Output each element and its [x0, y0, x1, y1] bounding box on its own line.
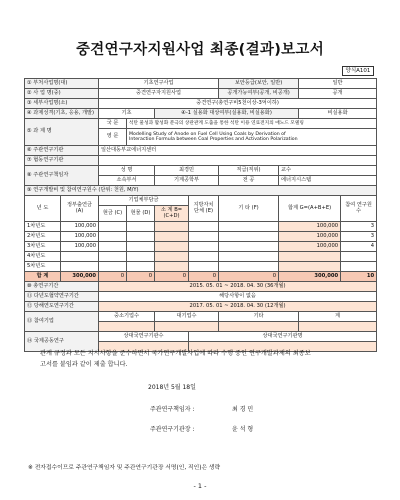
report-title: 중견연구자지원사업 최종(결과)보고서: [75, 42, 325, 58]
year-total: [279, 262, 341, 272]
col-cash: 현금 (C): [99, 206, 127, 222]
year-gov: 100,000: [61, 242, 99, 252]
security-value: 일반: [299, 79, 377, 89]
current-period-value: 2017. 05. 01 ~ 2018. 04. 30 (12개월): [99, 302, 377, 312]
year-staff: 3: [341, 232, 377, 242]
detail-program-label: ③ 세부사업명(소): [25, 99, 99, 109]
period-label: ⑩ 총연구기간: [25, 282, 99, 292]
coop-value: [99, 156, 377, 166]
intl-label: ⑭ 국제공동연구: [25, 332, 99, 352]
year-label: 2차년도: [25, 232, 61, 242]
sum-cash: 0: [99, 272, 127, 282]
report-form-table: [24, 78, 377, 352]
budget-label: ⑨ 연구개발비 및 참여연구원수 (단위: 천원, M/Y): [25, 186, 377, 196]
pi-label: ⑧ 주관연구책임자: [25, 166, 99, 186]
col-subtotal: 소 계 B=(C+D): [155, 206, 189, 222]
coop-label: ⑦ 협동연구기관: [25, 156, 99, 166]
task-ko-label: 국 문: [99, 119, 127, 129]
year-total: 100,000: [279, 242, 341, 252]
program-label: ① 부처사업명(대): [25, 79, 99, 89]
pi-major: 에너지시스템: [279, 176, 377, 186]
current-period-label: ⑫ 당해연도연구기간: [25, 302, 99, 312]
sum-total: 300,000: [279, 272, 341, 282]
col-local: 지방자치단체 (E): [189, 196, 219, 222]
col-year: 년 도: [25, 196, 61, 222]
large-label: 대기업수: [155, 312, 219, 322]
practical-value: 비실용화: [299, 109, 377, 119]
year-total: 100,000: [279, 232, 341, 242]
sum-local: 0: [189, 272, 219, 282]
report-date: 2018년 5월 18일: [148, 384, 196, 391]
pi-name-label: 성 명: [99, 166, 155, 176]
year-total: [279, 252, 341, 262]
task-en-label: 영 문: [99, 129, 127, 146]
year-label: 1차년도: [25, 222, 61, 232]
pi-sign-label: 주관연구책임자 :: [150, 406, 195, 413]
year-gov: 100,000: [61, 232, 99, 242]
year-staff: 4: [341, 242, 377, 252]
org-label: ⑥ 주관연구기관: [25, 146, 99, 156]
sum-subtotal: 0: [155, 272, 189, 282]
disclosure-label: 공개가능여부(공개, 비공개): [219, 89, 299, 99]
pi-position: 교수: [279, 166, 377, 176]
pi-sign-name: 최 경 민: [232, 406, 254, 413]
disclosure-value: 공개: [299, 89, 377, 99]
page-number: - 1 -: [193, 482, 207, 490]
pi-dept-label: 소속부서: [99, 176, 155, 186]
col-staff: 참여 연구원수: [341, 196, 377, 222]
practical-label: ④-1 실용화 대상여부(실용화, 비실용화): [155, 109, 299, 119]
category-label: ④ 과제성격(기초, 응용, 개발): [25, 109, 99, 119]
col-total: 합계 G=(A+B+E): [279, 196, 341, 222]
category-value: 기초: [99, 109, 155, 119]
year-staff: [341, 262, 377, 272]
head-sign-name: 윤 석 형: [232, 426, 254, 433]
total-label: 계: [299, 312, 377, 322]
year-staff: [341, 252, 377, 262]
year-gov: [61, 252, 99, 262]
sum-gov: 300,000: [61, 272, 99, 282]
sum-label: 합 계: [25, 272, 61, 282]
head-sign-label: 주관연구기관장 :: [150, 426, 195, 433]
year-gov: 100,000: [61, 222, 99, 232]
col-other: 기 타 (F): [219, 196, 279, 222]
pi-major-label: 전 공: [219, 176, 279, 186]
period-value: 2015. 05. 01 ~ 2018. 04. 30 (36개월): [99, 282, 377, 292]
year-total: 100,000: [279, 222, 341, 232]
footnote: ※ 전자접수이므로 주관연구책임자 및 주관연구기관장 서명(인, 직인)은 생략: [28, 465, 221, 471]
task-en-line-2: Interaction Formula between Coal Properties and Activation Polarization: [129, 137, 298, 142]
col-private: 기업체부담금: [99, 196, 189, 206]
task-ko-title: 석탄 물성과 활성화 분극의 상관관계 도출을 통한 석탄 이용 연료전지의 애노드 모델링: [127, 119, 377, 129]
statement-line-2: 고서를 붙임과 같이 제출 합니다.: [40, 361, 128, 368]
task-en-line-1: Modelling Study of Anode on Fuel Cell Using Coals by Derivation of: [129, 131, 286, 137]
sum-other: 0: [219, 272, 279, 282]
sum-kind: 0: [127, 272, 155, 282]
intl-country-label: 상대국연구기관수: [99, 332, 189, 342]
org-value: 일산대동부교에너지센터: [99, 146, 377, 156]
participants-label: ⑬ 참여기업: [25, 312, 99, 332]
project-value: 중견연구자지원사업: [99, 89, 219, 99]
year-label: 3차년도: [25, 242, 61, 252]
pi-name: 최경민: [155, 166, 219, 176]
col-kind: 현물 (D): [127, 206, 155, 222]
year-gov: [61, 262, 99, 272]
col-gov: 정부출연금 (A): [61, 196, 99, 222]
pi-dept: 기계공학부: [155, 176, 219, 186]
program-value: 기초연구사업: [99, 79, 219, 89]
multi-year-label: ⑪ 다년도협약연구기간: [25, 292, 99, 302]
year-label: 4차년도: [25, 252, 61, 262]
intl-org-label: 상대국연구기관명: [189, 332, 377, 342]
detail-program-value: 중견연구(총연구비5천이상-3억이하): [99, 99, 377, 109]
sum-staff: 10: [341, 272, 377, 282]
sme-label: 중소기업수: [99, 312, 155, 322]
task-label: ⑤ 과 제 명: [25, 119, 99, 146]
year-staff: 3: [341, 222, 377, 232]
task-en-title: [127, 129, 377, 146]
statement-line-1: 관계 규정과 모든 지시사항을 준수하면서 국가연구개발사업에 따라 수행 중인 연구개발과제의 최종보: [40, 350, 311, 357]
pi-position-label: 직급(직위): [219, 166, 279, 176]
statement: [40, 348, 370, 370]
other-label: 기타: [219, 312, 299, 322]
year-label: 5차년도: [25, 262, 61, 272]
form-number: 양식A101: [342, 66, 374, 76]
multi-year-value: 해당사항이 없음: [99, 292, 377, 302]
security-label: 보안등급(보안, 일반): [219, 79, 299, 89]
project-label: ② 사 업 명(중): [25, 89, 99, 99]
